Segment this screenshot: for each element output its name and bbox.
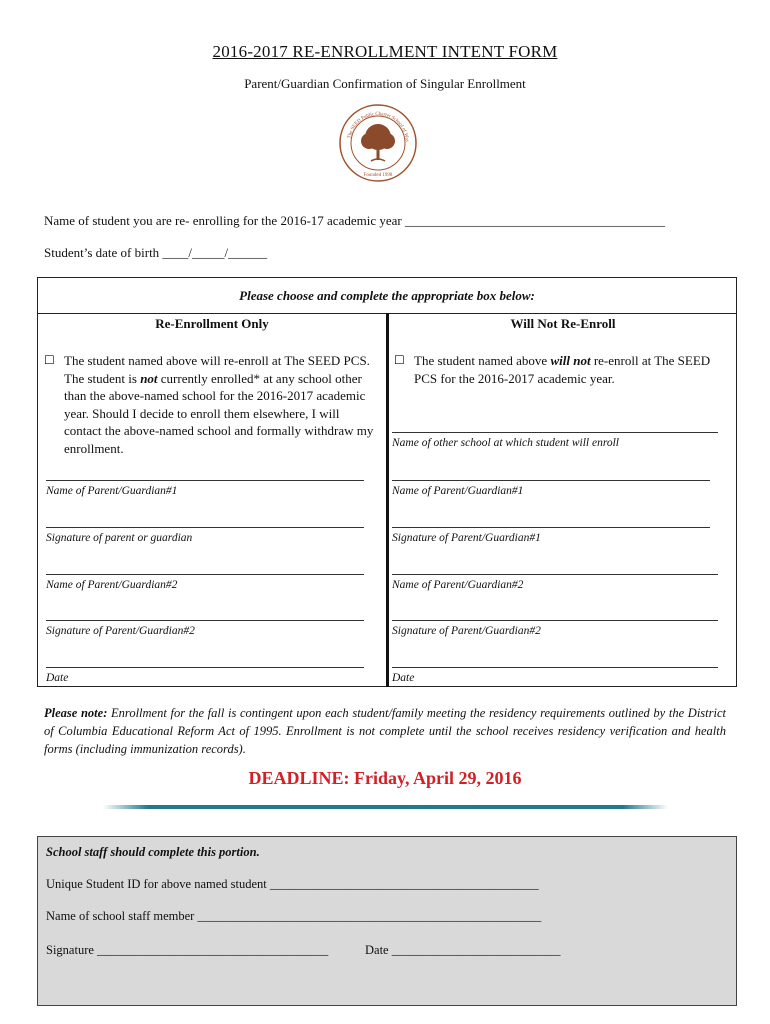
not-re-enroll-checkbox[interactable]: ☐ [394,353,405,367]
date-of-birth-field[interactable]: Student’s date of birth ____/_____/______ [44,245,268,260]
right-parent2-signature-line[interactable]: Signature of Parent/Guardian#2 [392,611,718,637]
right-parent2-name-line[interactable]: Name of Parent/Guardian#2 [392,565,718,591]
enrollment-choice-box [37,277,737,687]
form-subtitle: Parent/Guardian Confirmation of Singular Enrollment [244,76,526,91]
re-enroll-column-heading: Re-Enrollment Only [155,316,269,331]
student-name-field[interactable]: Name of student you are re- enrolling for the 2016-17 academic year ________________________________________ [44,213,665,228]
left-parent2-signature-line[interactable]: Signature of Parent/Guardian#2 [46,611,364,637]
re-enroll-statement: The student named above will re-enroll at The SEED PCS. The student is not currently enrolled* at any school other than the above-named school for the 2016-2017 academic year. Should I decide to enroll them elsewhere, I will contact the above-named school and formally withdraw my enrollment. [64,353,374,456]
right-parent1-signature-line[interactable]: Signature of Parent/Guardian#1 [392,518,710,544]
column-divider [386,313,389,687]
student-id-field[interactable]: Unique Student ID for above named student ___________________________________________ [46,877,539,891]
not-re-enroll-column-heading: Will Not Re-Enroll [510,316,616,331]
left-date-line[interactable]: Date [46,658,364,684]
re-enroll-checkbox[interactable]: ☐ [44,353,55,367]
staff-section [37,836,737,1006]
form-title: 2016-2017 RE-ENROLLMENT INTENT FORM [212,42,558,61]
right-parent1-name-line[interactable]: Name of Parent/Guardian#1 [392,471,710,497]
school-seal-logo [338,103,418,183]
staff-date-field[interactable]: Date ___________________________ [365,943,561,957]
not-re-enroll-option [394,352,730,387]
right-date-line[interactable]: Date [392,658,718,684]
staff-section-heading: School staff should complete this portion. [46,845,260,859]
choice-box-heading: Please choose and complete the appropriate box below: [239,288,535,303]
note-label: Please note: [44,706,108,720]
decorative-divider [103,805,668,809]
not-re-enroll-statement: The student named above will not re-enroll at The SEED PCS for the 2016-2017 academic year. [414,353,711,386]
staff-signature-field[interactable]: Signature _____________________________________ [46,943,329,957]
left-parent2-name-line[interactable]: Name of Parent/Guardian#2 [46,565,364,591]
left-parent1-name-line[interactable]: Name of Parent/Guardian#1 [46,471,364,497]
svg-text:Founded 1998: Founded 1998 [363,173,393,178]
note-text: Enrollment for the fall is contingent upon each student/family meeting the residency requirements outlined by the District of Columbia Educational Reform Act of 1995. Enrollment is not complete until the school receives residency verification and health forms (including immunization records). [44,706,726,756]
enrollment-note [44,704,726,758]
svg-text:The SEED Public Charter School: The SEED Public Charter School of Was [347,111,409,142]
re-enroll-option [44,352,376,457]
other-school-line[interactable]: Name of other school at which student will enroll [392,423,718,449]
staff-member-field[interactable]: Name of school staff member _______________________________________________________ [46,909,542,923]
deadline-banner: DEADLINE: Friday, April 29, 2016 [248,768,522,788]
left-parent-signature-line[interactable]: Signature of parent or guardian [46,518,364,544]
